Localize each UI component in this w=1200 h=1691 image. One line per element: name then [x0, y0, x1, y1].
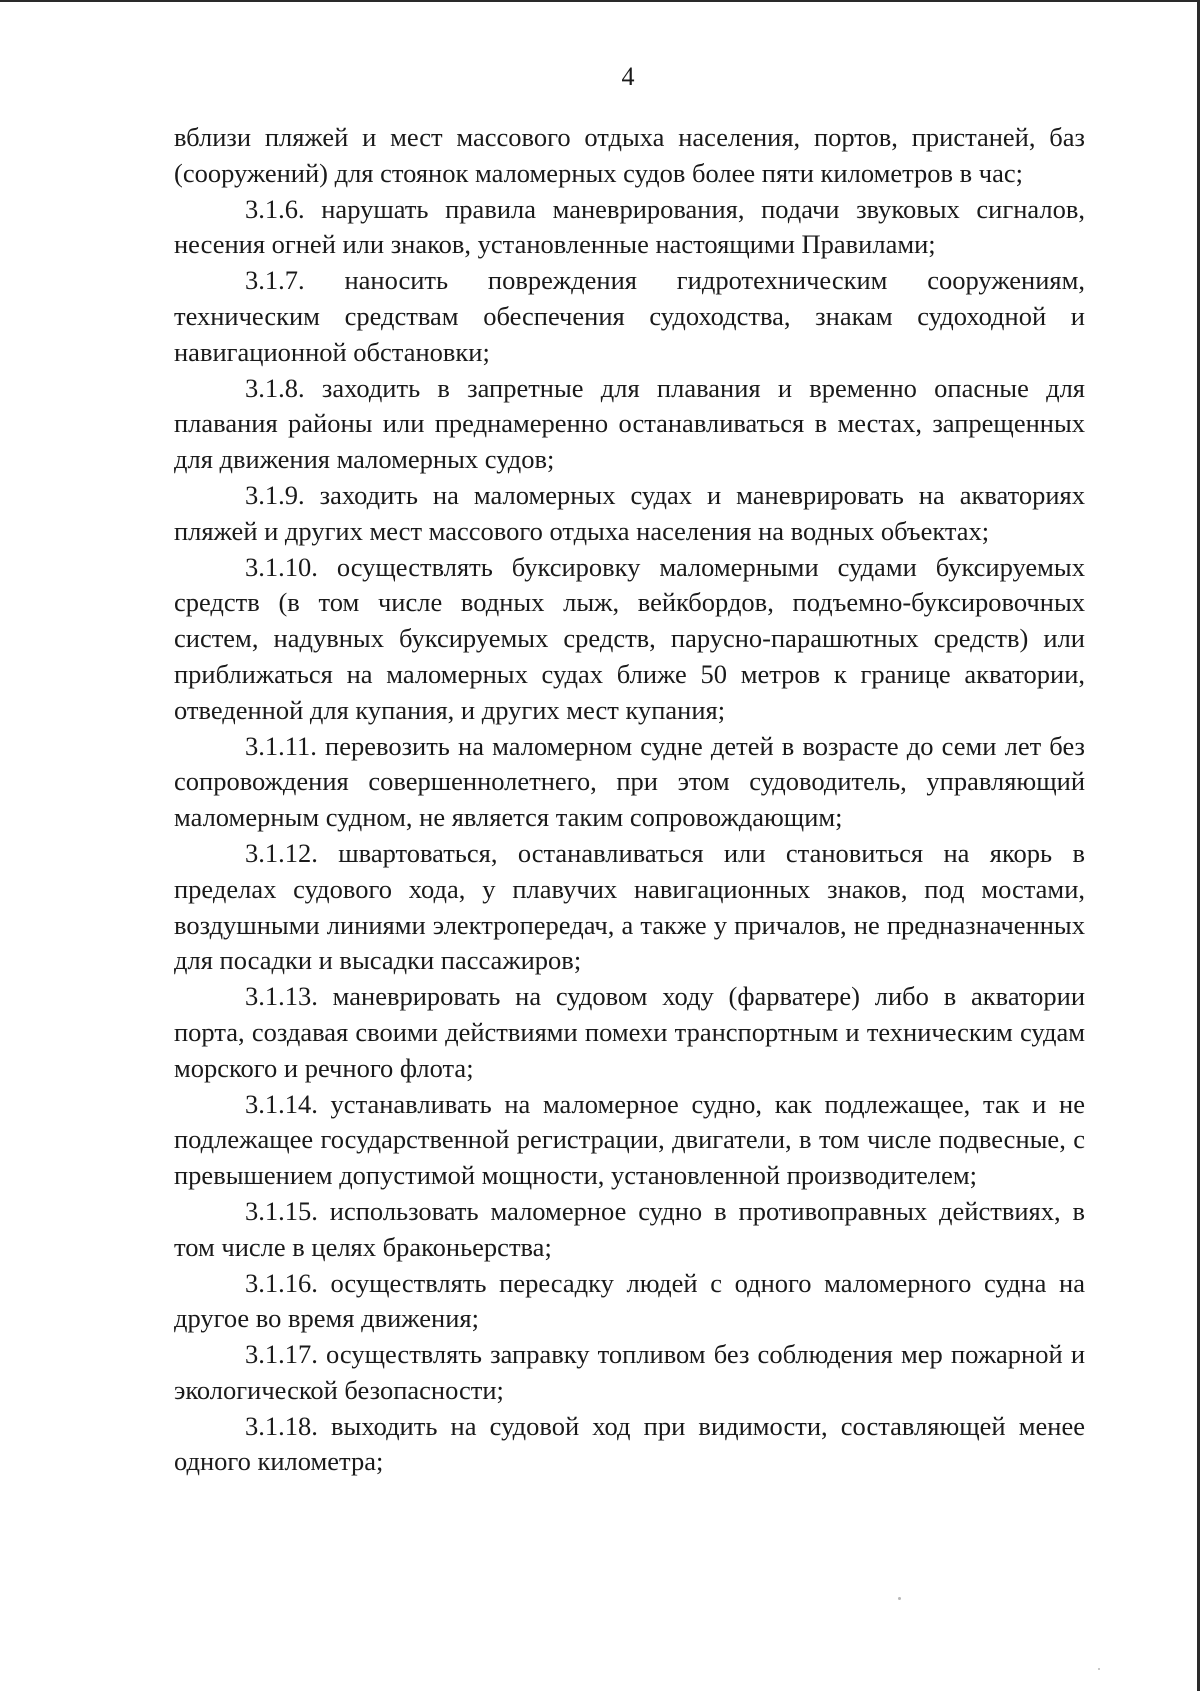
clause-3-1-9: 3.1.9. заходить на маломерных судах и маневрировать на акваториях пляжей и других мест массового отдыха населения на водных объектах;: [174, 479, 1085, 546]
clause-3-1-16: 3.1.16. осуществлять пересадку людей с одного маломерного судна на другое во время движения;: [174, 1267, 1085, 1334]
clause-3-1-10: 3.1.10. осуществлять буксировку маломерными судами буксируемых средств (в том числе водных лыж, вейкбордов, подъемно-буксировочных систем, надувных буксируемых средств, парусно-парашютных средств) или приближаться на маломерных судах ближе 50 метров к границе акватории, отведенной для купания, и других мест купания;: [174, 551, 1085, 725]
paragraph-continuation: вблизи пляжей и мест массового отдыха населения, портов, пристаней, баз (сооружений) для стоянок маломерных судов более пяти километров в час;: [174, 122, 1085, 188]
clause-3-1-13: 3.1.13. маневрировать на судовом ходу (фарватере) либо в акватории порта, создавая своими действиями помехи транспортным и техническим судам морского и речного флота;: [174, 981, 1085, 1083]
scan-border-top: [0, 0, 1200, 2]
clause-3-1-18: 3.1.18. выходить на судовой ход при видимости, составляющей менее одного километра;: [174, 1410, 1085, 1477]
clause-3-1-15: 3.1.15. использовать маломерное судно в противоправных действиях, в том числе в целях браконьерства;: [174, 1195, 1085, 1262]
clause-3-1-14: 3.1.14. устанавливать на маломерное судно, как подлежащее, так и не подлежащее государственной регистрации, двигатели, в том числе подвесные, с превышением допустимой мощности, установленной производителем;: [174, 1088, 1085, 1191]
clause-3-1-12: 3.1.12. швартоваться, останавливаться или становиться на якорь в пределах судового хода, у плавучих навигационных знаков, под мостами, воздушными линиями электропередач, а также у причалов, не предназначенных для посадки и высадки пассажиров;: [174, 837, 1085, 976]
clause-3-1-6: 3.1.6. нарушать правила маневрирования, подачи звуковых сигналов, несения огней или знаков, установленные настоящими Правилами;: [174, 193, 1085, 260]
scan-speck: [1098, 1668, 1100, 1670]
clause-3-1-7: 3.1.7. наносить повреждения гидротехническим сооружениям, техническим средствам обеспечения судоходства, знакам судоходной и навигационной обстановки;: [174, 265, 1085, 367]
clause-3-1-17: 3.1.17. осуществлять заправку топливом без соблюдения мер пожарной и экологической безопасности;: [174, 1339, 1085, 1405]
document-body: [174, 120, 1085, 1480]
page-number: 4: [621, 62, 635, 91]
scan-speck: [898, 1597, 901, 1600]
clause-3-1-11: 3.1.11. перевозить на маломерном судне детей в возрасте до семи лет без сопровождения совершеннолетнего, при этом судоводитель, управляющий маломерным судном, не является таким сопровождающим;: [174, 730, 1085, 833]
clause-3-1-8: 3.1.8. заходить в запретные для плавания и временно опасные для плавания районы или преднамеренно останавливаться в местах, запрещенных для движения маломерных судов;: [174, 372, 1085, 475]
